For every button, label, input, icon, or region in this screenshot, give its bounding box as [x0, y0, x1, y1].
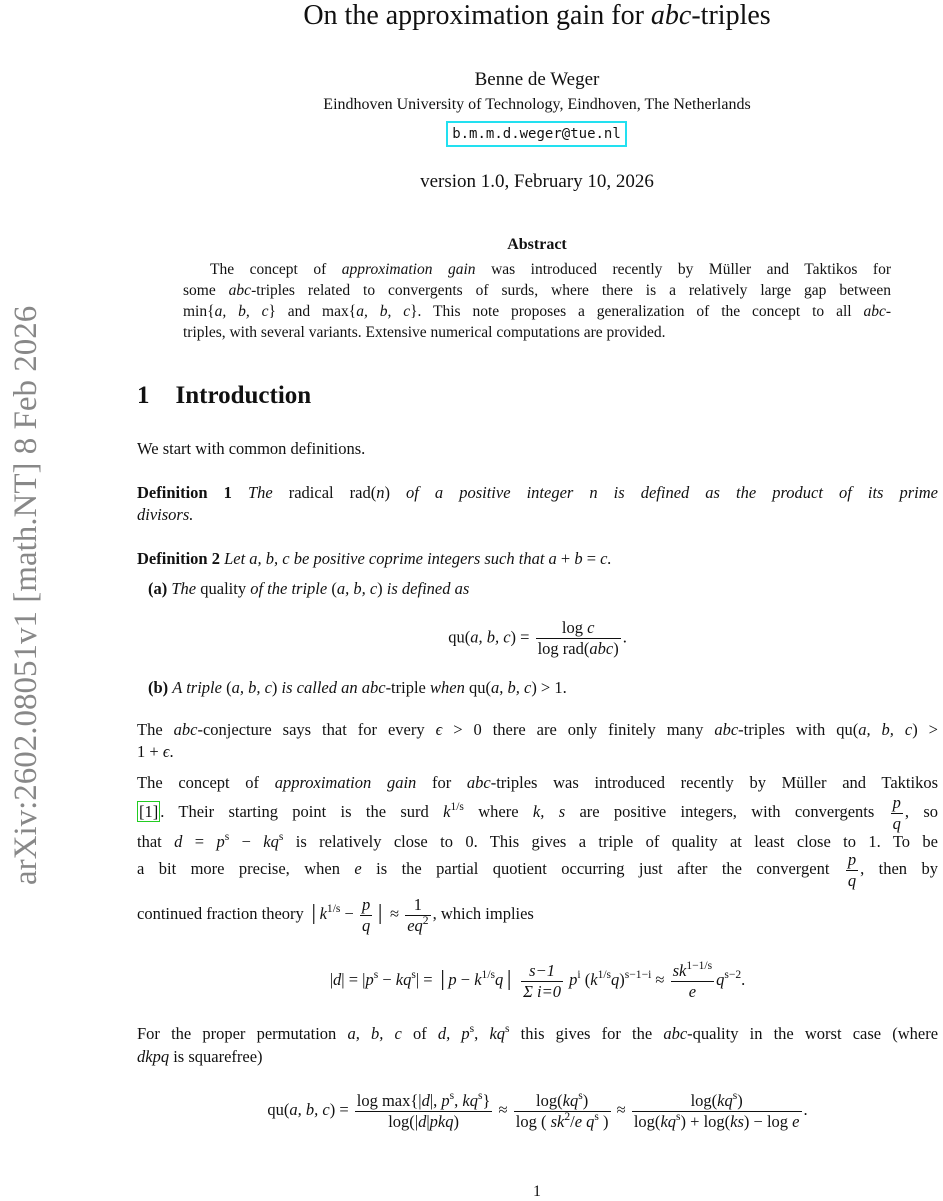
text-run: q	[495, 970, 504, 989]
text-run: p	[892, 792, 901, 812]
text-run: kq	[717, 1090, 733, 1110]
citation-link[interactable]: [1]	[139, 802, 159, 821]
text-run: s	[578, 1089, 583, 1102]
text-run: log	[561, 618, 588, 637]
text-run: a, b, c	[347, 1024, 402, 1043]
section-title: Introduction	[175, 382, 312, 409]
text-run: ) − log	[743, 1111, 793, 1131]
paragraph-line	[137, 719, 938, 741]
definition-2a	[148, 578, 943, 600]
affiliation: Eindhoven University of Technology, Eindhoven, The Netherlands	[323, 96, 751, 113]
text-run: .	[741, 970, 746, 989]
text-run: for	[416, 773, 467, 792]
text-run: s	[505, 1023, 510, 1036]
text-run: e	[354, 859, 362, 878]
text-run: }. This note proposes a generalization of the concept to all	[410, 303, 864, 320]
text-run: (b)	[148, 678, 169, 697]
paper-title	[0, 0, 943, 32]
text-run: i	[577, 969, 581, 982]
text-run: q	[586, 1111, 595, 1131]
text-run: a, b, c	[214, 303, 269, 320]
text-run: a, b, c	[336, 579, 378, 598]
text-run: divisors.	[137, 505, 194, 524]
text-run: /	[570, 1111, 575, 1131]
text-run: kq	[395, 970, 412, 989]
text-run: d	[421, 1090, 430, 1110]
text-run: abc	[228, 282, 252, 299]
text-run: > 0 there are only finitely many	[442, 720, 715, 739]
text-run: +	[556, 549, 575, 568]
text-run: log (	[515, 1111, 551, 1131]
text-run: . Their starting point is the surd	[160, 802, 444, 821]
text-run: dkpq	[137, 1047, 170, 1066]
text-run: )	[737, 1090, 743, 1110]
text-run: are positive integers, with convergents	[565, 802, 889, 821]
fraction	[891, 793, 903, 834]
paragraph-line	[137, 892, 938, 936]
text-run: abc	[589, 639, 614, 658]
text-run: triples, with several variants. Extensive numerical computations are provided.	[183, 324, 666, 341]
text-run: )	[613, 639, 619, 658]
text-run: .	[803, 1100, 808, 1119]
text-run: |	[329, 970, 334, 989]
text-run: abc	[466, 773, 491, 792]
definition-1-cont	[137, 504, 938, 526]
text-run: p	[361, 894, 371, 914]
version-date: version 1.0, February 10, 2026	[420, 171, 654, 192]
text-run: k	[319, 904, 327, 923]
text-run: )	[598, 1111, 609, 1131]
text-run: 1−1/s	[686, 959, 713, 972]
fraction	[536, 618, 621, 659]
text-run: -conjecture says that for every	[197, 720, 436, 739]
text-run: ϵ	[162, 742, 170, 761]
text-run: kq	[263, 832, 279, 851]
text-run: s	[469, 1023, 475, 1036]
text-run: k, s	[532, 802, 566, 821]
text-run: log max{|	[356, 1090, 422, 1110]
text-run: 2	[564, 1110, 571, 1123]
text-run: abc	[663, 1024, 688, 1043]
fraction	[671, 961, 715, 1002]
text-run: that	[137, 832, 175, 851]
text-run: 2	[422, 914, 429, 927]
text-run: q	[611, 970, 620, 989]
fraction	[846, 850, 858, 891]
text-run: approximation gain	[274, 773, 417, 792]
text-run: p	[569, 970, 578, 989]
fraction	[360, 895, 372, 936]
text-run: q	[847, 870, 857, 890]
text-run: s	[411, 969, 416, 982]
title-italic: abc	[650, 0, 692, 31]
section-heading	[137, 382, 311, 410]
arxiv-side-label: arXiv:2602.08051v1 [math.NT] 8 Feb 2026	[8, 305, 44, 885]
text-run: d	[418, 1111, 427, 1131]
text-run: k	[590, 970, 598, 989]
text-run: ≈	[651, 970, 669, 989]
text-run: a bit more precise, when	[137, 859, 355, 878]
text-run: Let a, b, c be positive coprime integers such that a	[224, 549, 557, 568]
fraction	[632, 1091, 802, 1132]
text-run: is relatively close to 0. This gives a triple of quality at least close to 1. To be	[283, 832, 938, 851]
text-run: )	[619, 970, 625, 989]
fraction	[355, 1091, 493, 1132]
text-run: (a)	[148, 579, 168, 598]
text-run: 1/s	[481, 969, 496, 982]
text-run: q	[361, 915, 371, 935]
text-run: .	[622, 627, 627, 647]
definition-1	[137, 482, 938, 504]
text-run: is called an abc	[281, 678, 386, 697]
text-run: −	[229, 832, 264, 851]
text-run: )	[582, 1090, 589, 1110]
text-run: } and max{	[268, 303, 357, 320]
paragraph-line	[137, 741, 938, 763]
abstract-line	[183, 322, 943, 344]
text-run: p	[365, 970, 374, 989]
text-run: For the proper permutation	[137, 1024, 348, 1043]
text-run: s	[478, 1089, 483, 1102]
text-run: ,	[454, 1090, 463, 1110]
text-run: abc	[714, 720, 739, 739]
text-run: kq	[462, 1090, 478, 1110]
text-run: ≈	[612, 1100, 630, 1119]
text-run: min{	[183, 303, 215, 320]
text-run: continued fraction theory │	[137, 904, 320, 923]
text-run: when	[430, 678, 465, 697]
text-run: −	[340, 904, 358, 923]
text-run: │ ≈	[374, 904, 404, 923]
text-run: s	[224, 831, 230, 844]
text-run: c.	[600, 549, 612, 568]
text-run: s	[278, 831, 284, 844]
text-run: kq	[562, 1090, 579, 1110]
text-run: ) >	[912, 720, 938, 739]
text-run: The	[247, 483, 273, 502]
text-run: log(	[633, 1111, 661, 1131]
text-run: 1/s	[326, 903, 341, 916]
text-run: Definition 2	[137, 549, 220, 568]
text-run: The	[137, 720, 174, 739]
text-run: ,	[474, 1024, 490, 1043]
text-run: )	[384, 483, 407, 502]
text-run: log rad(	[537, 639, 590, 658]
text-run: , so	[904, 802, 938, 821]
text-run	[232, 483, 248, 502]
text-run: (	[580, 970, 591, 989]
text-run: (	[327, 579, 337, 598]
fraction	[405, 895, 430, 936]
text-run: is the partial quotient occurring just after the convergent	[361, 859, 844, 878]
formula-d	[137, 955, 938, 1005]
definition-2	[137, 548, 938, 570]
text-run: )	[453, 1111, 459, 1131]
formula-quality	[137, 618, 938, 659]
text-run: p	[847, 849, 857, 869]
text-run: , which implies	[432, 904, 534, 923]
text-run: a, b, c	[231, 678, 272, 697]
abstract-line	[183, 280, 891, 302]
text-run: |	[426, 1111, 430, 1131]
abstract-line	[183, 301, 891, 323]
text-run: ) =	[510, 627, 534, 647]
fraction	[521, 961, 563, 1002]
text-run: ) > 1.	[531, 678, 567, 697]
text-run: k	[443, 802, 451, 821]
text-run: | = │	[415, 970, 449, 989]
text-run: −	[378, 970, 396, 989]
text-run: The concept of	[137, 773, 275, 792]
text-run: ks	[730, 1111, 744, 1131]
text-run: q	[892, 813, 901, 833]
text-run: a, b, c	[470, 627, 511, 647]
text-run: d	[174, 832, 183, 851]
text-run: pkq	[429, 1111, 454, 1131]
text-run: kq	[660, 1111, 677, 1131]
text-run: of a positive integer n is defined as the product of its prime	[406, 483, 938, 502]
abstract-line	[210, 259, 891, 281]
text-run: s	[449, 1089, 455, 1102]
text-run: .	[169, 742, 174, 761]
text-run: =	[582, 549, 601, 568]
text-run: e	[574, 1111, 583, 1131]
text-run: e	[792, 1111, 800, 1131]
text-run: e	[688, 981, 697, 1001]
text-run: kq	[489, 1024, 506, 1043]
text-run: abc	[173, 720, 198, 739]
email-link[interactable]: b.m.m.d.weger@tue.nl	[446, 121, 627, 147]
text-run: The	[171, 579, 197, 598]
text-run: a, b, c	[289, 1100, 330, 1119]
text-run: 1/s	[450, 801, 464, 814]
text-run: 1/s	[597, 969, 612, 982]
text-run: s−1	[529, 960, 555, 980]
text-run: s	[373, 969, 379, 982]
text-run: s	[676, 1110, 681, 1123]
text-run: -triples was introduced recently by Müller and Taktikos	[490, 773, 938, 792]
text-run: |,	[429, 1090, 442, 1110]
text-run: sk	[672, 960, 687, 980]
text-run: quality	[196, 579, 251, 598]
text-run: some	[183, 282, 229, 299]
text-run: (	[221, 678, 232, 697]
text-run: -quality in the worst case (where	[687, 1024, 938, 1043]
text-run: -	[885, 303, 891, 320]
text-run: p	[441, 1090, 450, 1110]
text-run: log(	[690, 1090, 718, 1110]
paragraph-line	[137, 790, 938, 834]
paragraph-line	[137, 1046, 938, 1068]
abstract-heading: Abstract	[507, 236, 567, 253]
text-run: d	[333, 970, 342, 989]
text-run: s−1−i	[624, 969, 652, 982]
text-run: We start with common definitions.	[137, 439, 366, 458]
text-run: )	[377, 579, 387, 598]
text-run: Definition 1	[137, 483, 232, 502]
text-run: a, b, c	[356, 303, 411, 320]
text-run: s	[732, 1089, 738, 1102]
text-run: =	[182, 832, 217, 851]
text-run: 1	[413, 894, 423, 914]
text-run: ) + log(	[680, 1111, 731, 1131]
text-run: 1 +	[137, 742, 163, 761]
title-tail: -triples	[691, 0, 771, 31]
text-run: of the triple	[250, 579, 328, 598]
text-run: approximation gain	[341, 261, 476, 278]
text-run: ) =	[329, 1100, 353, 1119]
text-run: b	[574, 549, 583, 568]
text-run: n	[376, 483, 385, 502]
author: Benne de Weger	[474, 69, 600, 90]
text-run: A triple	[172, 678, 222, 697]
text-run: k	[474, 970, 482, 989]
text-run: radical rad(	[272, 483, 377, 502]
text-run: s	[594, 1110, 599, 1123]
formula-quality-approx	[137, 1085, 938, 1135]
text-run: )	[271, 678, 282, 697]
section-number: 1	[137, 382, 150, 409]
text-run: log(|	[388, 1111, 419, 1131]
text-run: q	[716, 970, 725, 989]
paragraph-line	[137, 438, 938, 460]
paragraph-line	[137, 1023, 938, 1045]
text-run: −	[456, 970, 475, 989]
text-run: ϵ	[435, 720, 443, 739]
text-run: was introduced recently by Müller and Taktikos for	[475, 261, 891, 278]
text-run: The concept of	[210, 261, 342, 278]
text-run: of	[401, 1024, 438, 1043]
text-run: p	[448, 970, 457, 989]
text-run: d, p	[437, 1024, 470, 1043]
text-run: -triples with qu(	[738, 720, 859, 739]
text-run: | = |	[341, 970, 366, 989]
text-run: │	[503, 970, 520, 989]
text-run: this gives for the	[509, 1024, 664, 1043]
text-run: -triples related to convergents of surds, where there is a relatively large gap between	[251, 282, 891, 299]
text-run: s−2	[724, 969, 742, 982]
text-run: abc	[863, 303, 886, 320]
page-number: 1	[533, 1183, 541, 1200]
text-run: ≈	[494, 1100, 512, 1119]
text-run: , then by	[860, 859, 938, 878]
text-run: c	[587, 618, 595, 637]
text-run: p	[216, 832, 225, 851]
text-run: eq	[407, 915, 423, 935]
text-run: -triple	[385, 678, 431, 697]
text-run: qu(	[464, 678, 491, 697]
text-run: a, b, c	[490, 678, 532, 697]
definition-2b	[148, 677, 943, 699]
text-run: log(	[536, 1090, 563, 1110]
text-run: qu(	[448, 627, 471, 647]
text-run: }	[482, 1090, 491, 1110]
text-run: sk	[550, 1111, 565, 1131]
fraction	[514, 1091, 611, 1132]
paragraph-line	[137, 847, 938, 891]
text-run: is defined as	[386, 579, 470, 598]
text-run: Σ i=0	[523, 981, 562, 1001]
text-run: a, b, c	[858, 720, 913, 739]
text-run: qu(	[267, 1100, 290, 1119]
text-run: is squarefree)	[169, 1047, 263, 1066]
title-text: On the approximation gain for	[303, 0, 651, 31]
text-run: where	[463, 802, 533, 821]
